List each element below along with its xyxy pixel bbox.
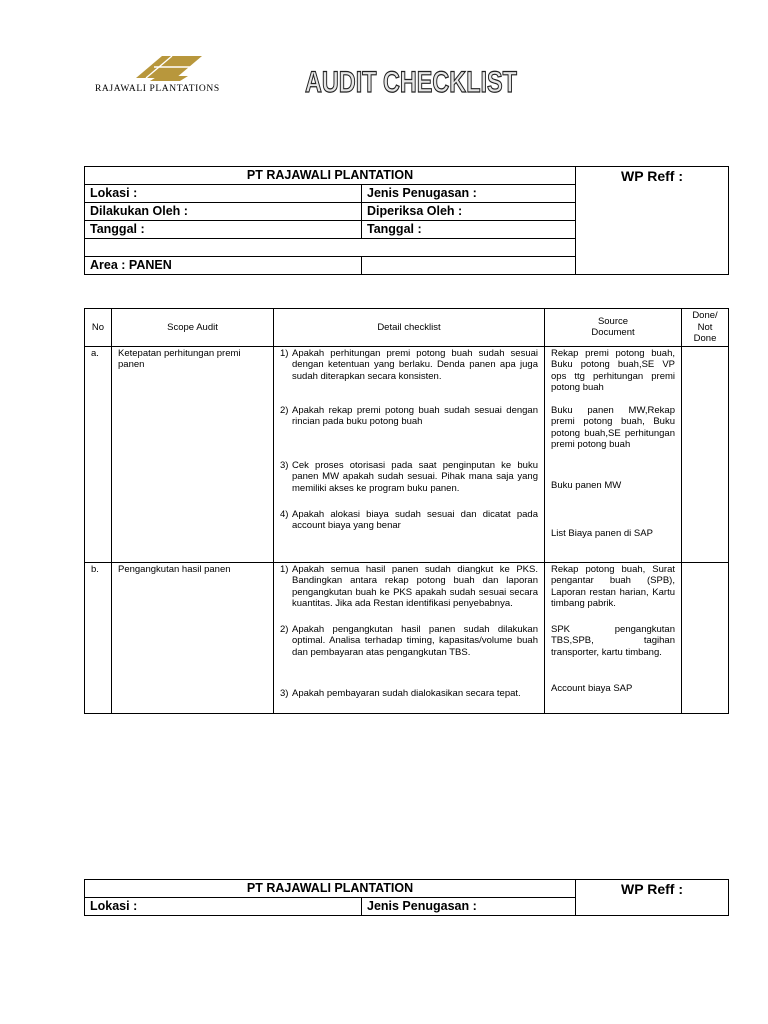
footer-lokasi-label: Lokasi : (85, 898, 362, 916)
detail-num: 3) (280, 687, 289, 699)
row-detail (274, 346, 545, 562)
detail-item (280, 348, 538, 405)
row-scope: Pengangkutan hasil panen (112, 562, 274, 713)
area-label: Area : PANEN (85, 257, 362, 275)
detail-item (280, 405, 538, 460)
table-row (85, 562, 729, 713)
logo-text: RAJAWALI PLANTATIONS (95, 84, 220, 94)
dilakukan-oleh-label: Dilakukan Oleh : (85, 203, 362, 221)
checklist-table (84, 308, 729, 714)
detail-num: 1) (280, 347, 289, 359)
lokasi-label: Lokasi : (85, 185, 362, 203)
source-item: Rekap potong buah, Surat pengantar buah (SPB), Laporan restan harian, Kartu timbang pabrik. (551, 563, 675, 609)
detail-num: 4) (280, 508, 289, 520)
header-source-line2: Document (591, 327, 635, 339)
row-no: a. (85, 346, 112, 562)
detail-num: 2) (280, 623, 289, 635)
footer-info-table (84, 879, 729, 916)
blank-row (85, 239, 576, 257)
row-source (545, 562, 682, 713)
detail-num: 1) (280, 563, 289, 575)
detail-text: Cek proses otorisasi pada saat penginputan ke buku panen MW apakah sudah sesuai. Pihak mana saja yang memiliki akses ke program buku panen. (292, 459, 538, 494)
header-done-line1: Done/ (692, 310, 718, 321)
header-done (682, 309, 729, 347)
header-done-line2: Not (697, 321, 713, 333)
row-done-cell[interactable] (682, 562, 729, 713)
source-item: List Biaya panen di SAP (551, 527, 653, 539)
detail-text: Apakah pengangkutan hasil panen sudah dilakukan optimal. Analisa terhadap timing, kapasitas/volume buah dan pembayaran atas pengangkutan TBS. (292, 623, 538, 658)
detail-item (280, 688, 538, 700)
company-name: PT RAJAWALI PLANTATION (85, 167, 576, 185)
row-scope: Ketepatan perhitungan premi panen (112, 346, 274, 562)
detail-text: Apakah pembayaran sudah dialokasikan secara tepat. (292, 687, 521, 699)
source-item: Buku panen MW,Rekap premi potong buah, Buku potong buah,SE perhitungan premi potong buah (551, 404, 675, 450)
footer-company-name: PT RAJAWALI PLANTATION (85, 880, 576, 898)
diperiksa-oleh-label: Diperiksa Oleh : (362, 203, 576, 221)
footer-jenis-penugasan-label: Jenis Penugasan : (362, 898, 576, 916)
row-source (545, 346, 682, 562)
area-blank-cell (362, 257, 576, 275)
table-row (85, 346, 729, 562)
header-source-line1: Source (597, 315, 629, 327)
detail-item (280, 509, 538, 532)
detail-num: 2) (280, 404, 289, 416)
detail-text: Apakah alokasi biaya sudah sesuai dan dicatat pada account biaya yang benar (292, 508, 538, 531)
header-no: No (85, 309, 112, 347)
row-detail (274, 562, 545, 713)
row-done-cell[interactable] (682, 346, 729, 562)
checklist-header-row (85, 309, 729, 347)
row-no: b. (85, 562, 112, 713)
page-title: AUDIT CHECKLIST (305, 66, 517, 99)
info-table (84, 166, 729, 275)
source-item: Buku panen MW (551, 479, 622, 491)
detail-num: 3) (280, 459, 289, 471)
source-item: Account biaya SAP (551, 682, 633, 694)
detail-item (280, 460, 538, 509)
detail-item (280, 564, 538, 624)
source-item: SPK pengangkutan TBS,SPB, tagihan transporter, kartu timbang. (551, 623, 675, 658)
detail-text: Apakah perhitungan premi potong buah sudah sesuai dengan ketentuan yang berlaku. Denda panen apa juga sudah diterapkan secara konsisten. (292, 347, 538, 382)
detail-text: Apakah rekap premi potong buah sudah sesuai dengan rincian pada buku potong buah (292, 404, 538, 427)
header-source (545, 309, 682, 347)
jenis-penugasan-label: Jenis Penugasan : (362, 185, 576, 203)
header-detail: Detail checklist (274, 309, 545, 347)
tanggal-right-label: Tanggal : (362, 221, 576, 239)
header-done-line3: Done (693, 333, 717, 344)
detail-item (280, 624, 538, 688)
detail-text: Apakah semua hasil panen sudah diangkut ke PKS. Bandingkan antara rekap potong buah dan laporan pengangkutan buah ke PKS apakah sudah sesuai secara kuantitas. Jika ada Restan identifikasi penyebabnya. (292, 563, 538, 609)
source-item: Rekap premi potong buah, Buku potong buah,SE VP ops ttg perhitungan premi potong buah (551, 347, 675, 393)
wp-reff-label: WP Reff : (576, 167, 729, 275)
header-scope: Scope Audit (112, 309, 274, 347)
tanggal-left-label: Tanggal : (85, 221, 362, 239)
footer-wp-reff-label: WP Reff : (576, 880, 729, 916)
